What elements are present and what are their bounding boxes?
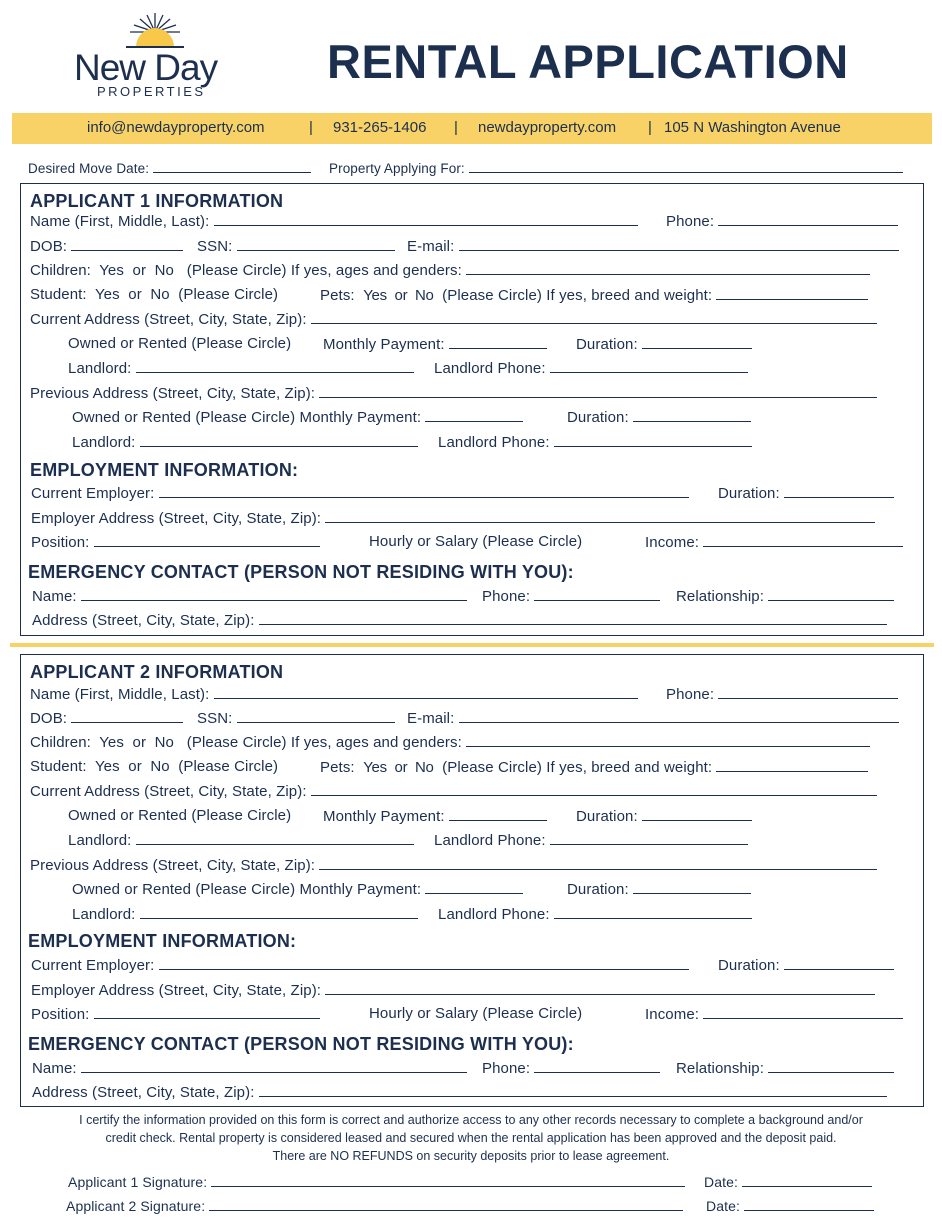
position-row: Position:: [31, 1005, 320, 1024]
date-2-field[interactable]: [744, 1197, 874, 1211]
prev-duration-field[interactable]: [633, 408, 751, 422]
phone-row: Phone:: [666, 212, 898, 231]
landlord-row: Landlord:: [68, 359, 414, 378]
applicant-1-heading: APPLICANT 1 INFORMATION: [30, 191, 284, 211]
applicant-2-heading: APPLICANT 2 INFORMATION: [30, 662, 284, 682]
contact-email[interactable]: info@newdayproperty.com: [87, 119, 265, 136]
certification-text: credit check. Rental property is considered leased and secured when the rental application has been approved and the deposit paid.: [105, 1131, 837, 1145]
income-row: Income:: [645, 533, 903, 552]
date-1-field[interactable]: [742, 1173, 872, 1187]
ec-name-row: Name:: [32, 587, 467, 606]
hourly-salary-row: Hourly or Salary (Please Circle): [369, 533, 583, 550]
pets-yes-no[interactable]: Yes or No: [363, 287, 434, 304]
current-address-field[interactable]: [311, 782, 877, 796]
name-field[interactable]: [214, 685, 638, 699]
current-address-row: Current Address (Street, City, State, Zip):: [30, 782, 877, 801]
prev-duration-row: Duration:: [567, 408, 751, 427]
sun-icon: [70, 10, 242, 52]
employer-address-field[interactable]: [325, 509, 875, 523]
landlord-field[interactable]: [136, 359, 414, 373]
contact-separator: |: [454, 119, 458, 136]
income-field[interactable]: [703, 533, 903, 547]
prev-monthly-payment-field[interactable]: [425, 880, 523, 894]
landlord-field[interactable]: [136, 831, 414, 845]
monthly-payment-field[interactable]: [449, 807, 547, 821]
contact-address: 105 N Washington Avenue: [664, 119, 841, 136]
contact-separator: |: [309, 119, 313, 136]
current-employer-row: Current Employer:: [31, 484, 689, 503]
phone-row: Phone:: [666, 685, 898, 704]
pets-row: Pets: Yes or No (Please Circle) If yes, breed and weight:: [320, 286, 868, 305]
employer-address-row: Employer Address (Street, City, State, Zip):: [31, 509, 875, 528]
contact-bar: [12, 113, 932, 144]
dob-field[interactable]: [71, 709, 183, 723]
ssn-row: SSN:: [197, 709, 395, 728]
owned-rented-row: Owned or Rented (Please Circle): [68, 807, 292, 824]
position-row: Position:: [31, 533, 320, 552]
current-employer-row: Current Employer:: [31, 956, 689, 975]
prev-landlord-field[interactable]: [140, 433, 418, 447]
position-field[interactable]: [94, 533, 320, 547]
landlord-phone-row: Landlord Phone:: [434, 359, 748, 378]
current-address-field[interactable]: [311, 310, 877, 324]
duration-field[interactable]: [642, 335, 752, 349]
ssn-field[interactable]: [237, 237, 395, 251]
duration-field[interactable]: [642, 807, 752, 821]
prev-owned-rented-row: Owned or Rented (Please Circle) Monthly Payment:: [72, 408, 523, 427]
ec-relationship-row: Relationship:: [676, 1059, 894, 1078]
signature-1-row: Applicant 1 Signature:: [68, 1173, 685, 1191]
ec-address-field[interactable]: [259, 1083, 887, 1097]
contact-separator: |: [648, 119, 652, 136]
monthly-payment-field[interactable]: [449, 335, 547, 349]
prev-duration-field[interactable]: [633, 880, 751, 894]
certification-text: I certify the information provided on this form is correct and authorize access to any other records necessary to complete a background and/or: [79, 1113, 863, 1127]
children-field[interactable]: [466, 261, 870, 275]
contact-website[interactable]: newdayproperty.com: [478, 119, 617, 136]
landlord-phone-field[interactable]: [550, 359, 748, 373]
email-field[interactable]: [459, 709, 899, 723]
ssn-row: SSN:: [197, 237, 395, 256]
ec-name-field[interactable]: [81, 1059, 467, 1073]
ec-address-row: Address (Street, City, State, Zip):: [32, 1083, 887, 1102]
ec-phone-field[interactable]: [534, 587, 660, 601]
children-field[interactable]: [466, 733, 870, 747]
date-2-row: Date:: [706, 1197, 874, 1215]
prev-landlord-field[interactable]: [140, 905, 418, 919]
student-yes-no[interactable]: Yes or No: [94, 758, 170, 775]
prev-monthly-payment-field[interactable]: [425, 408, 523, 422]
prev-landlord-phone-row: Landlord Phone:: [438, 433, 752, 452]
property-label: Property Applying For:: [329, 161, 465, 176]
children-row: Children: Yes or No (Please Circle) If yes, ages and genders:: [30, 733, 870, 752]
property-row: [329, 159, 903, 178]
owned-rented-row: Owned or Rented (Please Circle): [68, 335, 292, 352]
contact-phone[interactable]: 931-265-1406: [333, 119, 427, 136]
employer-duration-field[interactable]: [784, 484, 894, 498]
email-field[interactable]: [459, 237, 899, 251]
prev-owned-rented-row: Owned or Rented (Please Circle) Monthly Payment:: [72, 880, 523, 899]
current-address-row: Current Address (Street, City, State, Zip):: [30, 310, 877, 329]
page-title: RENTAL APPLICATION: [327, 35, 849, 88]
ec-address-row: Address (Street, City, State, Zip):: [32, 611, 887, 630]
current-employer-field[interactable]: [159, 484, 689, 498]
move-date-label: Desired Move Date:: [28, 161, 150, 176]
ec-phone-row: Phone:: [482, 1059, 660, 1078]
ec-phone-row: Phone:: [482, 587, 660, 606]
phone-field[interactable]: [718, 212, 898, 226]
previous-address-row: Previous Address (Street, City, State, Zip):: [30, 384, 877, 403]
ec-phone-field[interactable]: [534, 1059, 660, 1073]
employer-duration-row: Duration:: [718, 484, 894, 503]
prev-landlord-row: Landlord:: [72, 433, 418, 452]
refund-notice: There are NO REFUNDS on security deposits prior to lease agreement.: [272, 1149, 670, 1163]
dob-field[interactable]: [71, 237, 183, 251]
brand-name: New Day: [74, 47, 218, 88]
employment-heading: EMPLOYMENT INFORMATION:: [30, 460, 299, 480]
ec-relationship-field[interactable]: [768, 587, 894, 601]
ec-relationship-field[interactable]: [768, 1059, 894, 1073]
name-field[interactable]: [214, 212, 638, 226]
property-field[interactable]: [469, 159, 903, 173]
ec-address-field[interactable]: [259, 611, 887, 625]
employer-address-row: Employer Address (Street, City, State, Zip):: [31, 981, 875, 1000]
duration-row: Duration:: [576, 335, 752, 354]
prev-landlord-phone-field[interactable]: [554, 905, 752, 919]
pets-field[interactable]: [716, 286, 868, 300]
duration-row: Duration:: [576, 807, 752, 826]
move-date-row: [28, 159, 311, 178]
previous-address-field[interactable]: [319, 856, 877, 870]
hourly-salary-row: Hourly or Salary (Please Circle): [369, 1005, 583, 1022]
employment-heading: EMPLOYMENT INFORMATION:: [28, 931, 297, 951]
move-date-field[interactable]: [153, 159, 311, 173]
logo: [70, 10, 242, 102]
pets-field[interactable]: [716, 758, 868, 772]
ec-name-row: Name:: [32, 1059, 467, 1078]
brand-sub: PROPERTIES: [97, 84, 206, 99]
dob-row: DOB:: [30, 237, 183, 256]
pets-yes-no[interactable]: Yes or No: [363, 759, 434, 776]
previous-address-field[interactable]: [319, 384, 877, 398]
previous-address-row: Previous Address (Street, City, State, Zip):: [30, 856, 877, 875]
dob-row: DOB:: [30, 709, 183, 728]
employer-address-field[interactable]: [325, 981, 875, 995]
current-employer-field[interactable]: [159, 956, 689, 970]
signature-2-field[interactable]: [209, 1197, 683, 1211]
student-row: Student: Yes or No (Please Circle): [30, 758, 279, 775]
prev-landlord-row: Landlord:: [72, 905, 418, 924]
pets-row: Pets: Yes or No (Please Circle) If yes, breed and weight:: [320, 758, 868, 777]
signature-2-row: Applicant 2 Signature:: [66, 1197, 683, 1215]
ec-relationship-row: Relationship:: [676, 587, 894, 606]
children-row: Children: Yes or No (Please Circle) If yes, ages and genders:: [30, 261, 870, 280]
income-field[interactable]: [703, 1005, 903, 1019]
section-divider: [10, 643, 934, 647]
date-1-row: Date:: [704, 1173, 872, 1191]
emergency-heading: EMERGENCY CONTACT (PERSON NOT RESIDING WITH YOU):: [28, 1034, 574, 1054]
signature-1-field[interactable]: [211, 1173, 685, 1187]
student-row: Student: Yes or No (Please Circle): [30, 286, 279, 303]
email-row: E-mail:: [407, 237, 899, 256]
prev-duration-row: Duration:: [567, 880, 751, 899]
position-field[interactable]: [94, 1005, 320, 1019]
income-row: Income:: [645, 1005, 903, 1024]
monthly-payment-row: Monthly Payment:: [323, 335, 547, 354]
ec-name-field[interactable]: [81, 587, 467, 601]
monthly-payment-row: Monthly Payment:: [323, 807, 547, 826]
prev-landlord-phone-row: Landlord Phone:: [438, 905, 752, 924]
ssn-field[interactable]: [237, 709, 395, 723]
employer-duration-row: Duration:: [718, 956, 894, 975]
landlord-phone-field[interactable]: [550, 831, 748, 845]
employer-duration-field[interactable]: [784, 956, 894, 970]
student-yes-no[interactable]: Yes or No: [94, 286, 170, 303]
phone-field[interactable]: [718, 685, 898, 699]
name-row: Name (First, Middle, Last):: [30, 685, 638, 704]
children-yes-no[interactable]: Yes or No: [99, 262, 174, 279]
emergency-heading: EMERGENCY CONTACT (PERSON NOT RESIDING WITH YOU):: [28, 562, 574, 582]
landlord-phone-row: Landlord Phone:: [434, 831, 748, 850]
prev-landlord-phone-field[interactable]: [554, 433, 752, 447]
children-yes-no[interactable]: Yes or No: [99, 734, 174, 751]
landlord-row: Landlord:: [68, 831, 414, 850]
email-row: E-mail:: [407, 709, 899, 728]
name-row: Name (First, Middle, Last):: [30, 212, 638, 231]
